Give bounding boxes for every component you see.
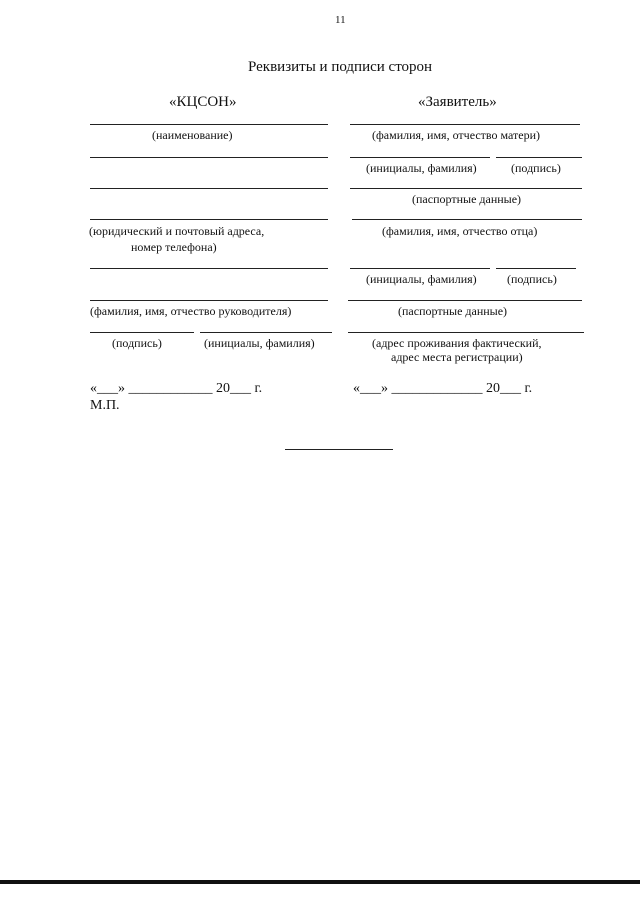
father-name-line <box>352 219 582 220</box>
page-number: 11 <box>335 14 346 26</box>
name-line-2 <box>90 157 328 158</box>
right-date-line: «___» _____________ 20___ г. <box>353 381 533 396</box>
father-passport-line <box>348 300 582 301</box>
address-line-2 <box>90 219 328 220</box>
end-separator <box>285 449 393 450</box>
father-initials-line <box>350 268 490 269</box>
father-caption: (фамилия, имя, отчество отца) <box>382 224 538 238</box>
phone-line <box>90 268 328 269</box>
name-caption: (наименование) <box>152 128 233 142</box>
mother-passport-caption: (паспортные данные) <box>412 192 522 206</box>
initials-line <box>200 332 332 333</box>
residence-caption: (адрес проживания фактический, <box>372 336 542 350</box>
page-title: Реквизиты и подписи сторон <box>248 59 433 75</box>
father-initials-caption: (инициалы, фамилия) <box>366 272 477 286</box>
scan-edge-bar <box>0 880 640 884</box>
mother-initials-caption: (инициалы, фамилия) <box>366 161 477 175</box>
father-signature-line <box>496 268 576 269</box>
mother-caption: (фамилия, имя, отчество матери) <box>372 128 540 142</box>
right-party-heading: «Заявитель» <box>418 94 497 110</box>
stamp-placeholder: М.П. <box>90 398 120 413</box>
name-line <box>90 124 328 125</box>
mother-passport-line <box>350 188 582 189</box>
address-line-1 <box>90 188 328 189</box>
head-caption: (фамилия, имя, отчество руководителя) <box>90 304 292 318</box>
residence-line <box>348 332 584 333</box>
initials-caption: (инициалы, фамилия) <box>204 336 315 350</box>
mother-signature-caption: (подпись) <box>511 161 561 175</box>
mother-name-line <box>350 124 580 125</box>
phone-caption: номер телефона) <box>131 240 217 254</box>
left-date-line: «___» ____________ 20___ г. <box>90 381 263 396</box>
father-passport-caption: (паспортные данные) <box>398 304 508 318</box>
signature-line <box>90 332 194 333</box>
signature-caption: (подпись) <box>112 336 162 350</box>
registration-caption: адрес места регистрации) <box>391 350 523 364</box>
address-caption: (юридический и почтовый адреса, <box>89 224 265 238</box>
head-name-line <box>90 300 328 301</box>
mother-signature-line <box>496 157 582 158</box>
mother-initials-line <box>350 157 490 158</box>
left-party-heading: «КЦСОН» <box>169 94 237 110</box>
father-signature-caption: (подпись) <box>507 272 557 286</box>
